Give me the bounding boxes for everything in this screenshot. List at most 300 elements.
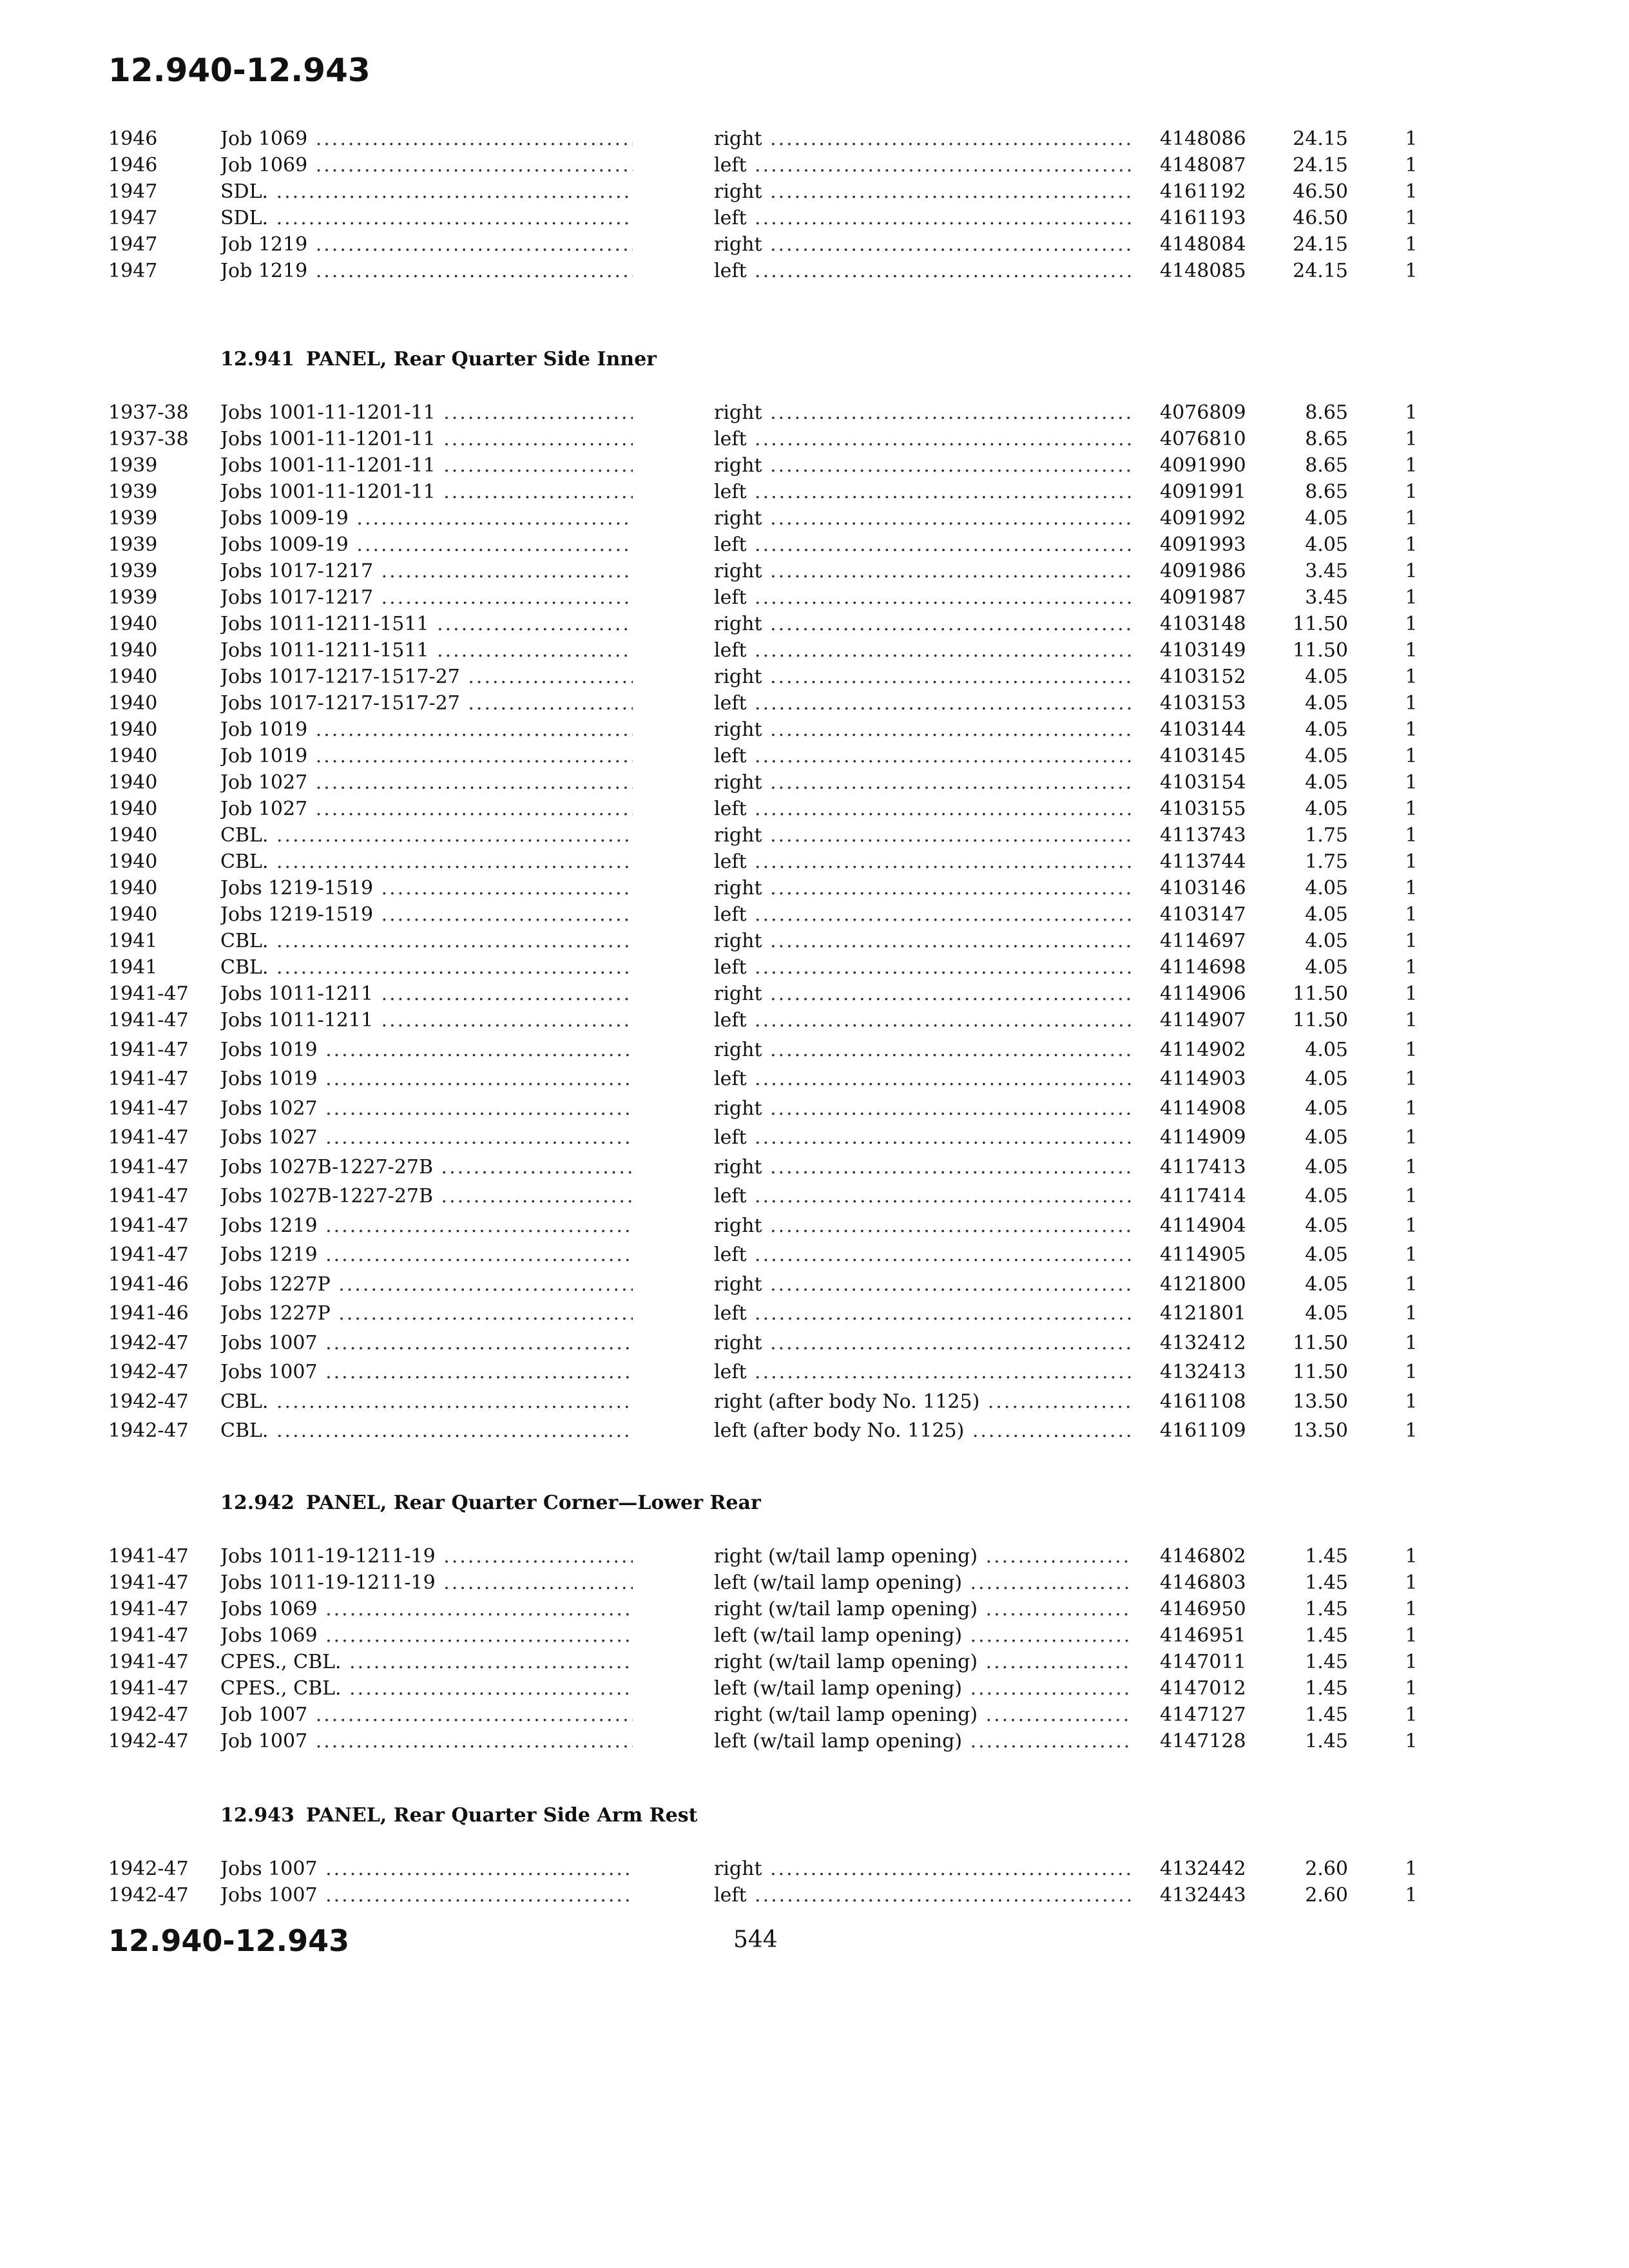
table-row	[0, 1675, 1629, 1702]
price-cell: 4.05	[1305, 1273, 1348, 1296]
table-row	[0, 1124, 1629, 1151]
description-cell: Jobs 1219 .....	[220, 1242, 633, 1268]
table-row	[0, 1570, 1629, 1596]
part-number-cell: 4091992	[1160, 507, 1246, 530]
part-number-cell: 4147011	[1160, 1651, 1246, 1673]
part-number-cell: 4103155	[1160, 798, 1246, 820]
table-row	[0, 664, 1629, 690]
description-cell: Job 1219 .....	[220, 231, 633, 258]
table-row	[0, 981, 1629, 1007]
quantity-cell: 1	[1405, 481, 1418, 503]
side-cell: left (w/tail lamp opening) .....	[714, 1675, 1133, 1702]
description-cell: Jobs 1027B-1227-27B .....	[220, 1154, 633, 1180]
year-cell: 1941-47	[108, 1155, 189, 1178]
quantity-cell: 1	[1405, 1068, 1418, 1090]
part-number-cell: 4091990	[1160, 454, 1246, 477]
side-cell: left .....	[714, 1066, 1133, 1092]
part-number-cell: 4103154	[1160, 771, 1246, 794]
quantity-cell: 1	[1405, 1097, 1418, 1120]
year-cell: 1942-47	[108, 1884, 189, 1907]
price-cell: 4.05	[1305, 877, 1348, 899]
quantity-cell: 1	[1405, 1126, 1418, 1149]
side-cell: left .....	[714, 901, 1133, 928]
side-cell: left .....	[714, 1242, 1133, 1268]
quantity-cell: 1	[1405, 1730, 1418, 1753]
part-number-cell: 4148086	[1160, 128, 1246, 150]
price-cell: 4.05	[1305, 956, 1348, 979]
part-number-cell: 4114902	[1160, 1038, 1246, 1061]
description-cell: Jobs 1001-11-1201-11 .....	[220, 426, 633, 452]
side-cell: right .....	[714, 769, 1133, 796]
part-number-cell: 4114907	[1160, 1009, 1246, 1032]
description-cell: Jobs 1001-11-1201-11 .....	[220, 479, 633, 505]
table-row	[0, 1622, 1629, 1649]
year-cell: 1942-47	[108, 1704, 189, 1726]
description-cell: Jobs 1219-1519 .....	[220, 901, 633, 928]
year-cell: 1940	[108, 639, 158, 662]
quantity-cell: 1	[1405, 1331, 1418, 1354]
year-cell: 1940	[108, 903, 158, 926]
price-cell: 4.05	[1305, 903, 1348, 926]
table-row	[0, 796, 1629, 822]
side-cell: left .....	[714, 258, 1133, 284]
price-cell: 4.05	[1305, 533, 1348, 556]
table-row	[0, 178, 1629, 205]
part-number-cell: 4146802	[1160, 1545, 1246, 1568]
year-cell: 1941-46	[108, 1273, 189, 1296]
description-cell: Jobs 1007 .....	[220, 1330, 633, 1356]
description-cell: Jobs 1069 .....	[220, 1596, 633, 1622]
price-cell: 8.65	[1305, 401, 1348, 424]
quantity-cell: 1	[1405, 1185, 1418, 1207]
year-cell: 1940	[108, 745, 158, 767]
table-row	[0, 1702, 1629, 1728]
side-cell: left .....	[714, 690, 1133, 716]
price-cell: 4.05	[1305, 692, 1348, 715]
price-cell: 4.05	[1305, 1302, 1348, 1325]
year-cell: 1939	[108, 586, 158, 609]
quantity-cell: 1	[1405, 1858, 1418, 1880]
side-cell: right .....	[714, 231, 1133, 258]
quantity-cell: 1	[1405, 1009, 1418, 1032]
description-cell: Job 1019 .....	[220, 743, 633, 769]
description-cell: Job 1069 .....	[220, 152, 633, 178]
side-cell: left .....	[714, 743, 1133, 769]
quantity-cell: 1	[1405, 1651, 1418, 1673]
price-cell: 4.05	[1305, 745, 1348, 767]
table-row	[0, 231, 1629, 258]
description-cell: Jobs 1001-11-1201-11 .....	[220, 399, 633, 426]
side-cell: right .....	[714, 558, 1133, 584]
description-cell: Jobs 1017-1217 .....	[220, 584, 633, 611]
description-cell: SDL. .....	[220, 205, 633, 231]
table-row	[0, 1596, 1629, 1622]
description-cell: Jobs 1227P .....	[220, 1271, 633, 1298]
year-cell: 1939	[108, 507, 158, 530]
part-number-cell: 4113744	[1160, 850, 1246, 873]
price-cell: 4.05	[1305, 771, 1348, 794]
price-cell: 11.50	[1293, 1331, 1348, 1354]
price-cell: 2.60	[1305, 1858, 1348, 1880]
side-cell: left .....	[714, 1007, 1133, 1033]
side-cell: right .....	[714, 1095, 1133, 1122]
description-cell: Job 1069 .....	[220, 126, 633, 152]
quantity-cell: 1	[1405, 983, 1418, 1005]
year-cell: 1941-47	[108, 1068, 189, 1090]
year-cell: 1942-47	[108, 1331, 189, 1354]
part-number-cell: 4103144	[1160, 718, 1246, 741]
part-number-cell: 4103146	[1160, 877, 1246, 899]
year-cell: 1942-47	[108, 1419, 189, 1442]
year-cell: 1947	[108, 207, 158, 229]
description-cell: Job 1027 .....	[220, 769, 633, 796]
quantity-cell: 1	[1405, 533, 1418, 556]
price-cell: 11.50	[1293, 983, 1348, 1005]
year-cell: 1937-38	[108, 401, 189, 424]
quantity-cell: 1	[1405, 260, 1418, 282]
part-number-cell: 4114697	[1160, 930, 1246, 952]
year-cell: 1940	[108, 824, 158, 847]
quantity-cell: 1	[1405, 507, 1418, 530]
year-cell: 1941-47	[108, 983, 189, 1005]
quantity-cell: 1	[1405, 956, 1418, 979]
year-cell: 1940	[108, 850, 158, 873]
quantity-cell: 1	[1405, 454, 1418, 477]
quantity-cell: 1	[1405, 903, 1418, 926]
quantity-cell: 1	[1405, 1545, 1418, 1568]
quantity-cell: 1	[1405, 666, 1418, 688]
quantity-cell: 1	[1405, 613, 1418, 635]
table-row	[0, 849, 1629, 875]
price-cell: 1.45	[1305, 1677, 1348, 1700]
part-number-cell: 4161192	[1160, 180, 1246, 203]
side-cell: left .....	[714, 1183, 1133, 1209]
year-cell: 1939	[108, 533, 158, 556]
price-cell: 13.50	[1293, 1419, 1348, 1442]
part-number-cell: 4146803	[1160, 1571, 1246, 1594]
description-cell: Jobs 1007 .....	[220, 1359, 633, 1385]
table-row	[0, 399, 1629, 426]
description-cell: Jobs 1007 .....	[220, 1856, 633, 1882]
part-number-cell: 4091991	[1160, 481, 1246, 503]
year-cell: 1940	[108, 718, 158, 741]
part-number-cell: 4076810	[1160, 428, 1246, 450]
price-cell: 4.05	[1305, 1155, 1348, 1178]
price-cell: 3.45	[1305, 586, 1348, 609]
description-cell: Jobs 1019 .....	[220, 1037, 633, 1063]
year-cell: 1941-47	[108, 1185, 189, 1207]
description-cell: Jobs 1027 .....	[220, 1124, 633, 1151]
price-cell: 8.65	[1305, 481, 1348, 503]
side-cell: left .....	[714, 1300, 1133, 1327]
price-cell: 46.50	[1293, 207, 1348, 229]
part-number-cell: 4117413	[1160, 1155, 1246, 1178]
quantity-cell: 1	[1405, 1038, 1418, 1061]
side-cell: right (w/tail lamp opening) .....	[714, 1596, 1133, 1622]
side-cell: right .....	[714, 716, 1133, 743]
table-row	[0, 584, 1629, 611]
price-cell: 4.05	[1305, 1126, 1348, 1149]
description-cell: CPES., CBL. .....	[220, 1675, 633, 1702]
section-heading: PANEL, Rear Quarter Corner—Lower Rear	[305, 1492, 761, 1514]
part-number-cell: 4114908	[1160, 1097, 1246, 1120]
part-number-cell: 4103147	[1160, 903, 1246, 926]
table-row	[0, 769, 1629, 796]
table-row	[0, 205, 1629, 231]
year-cell: 1942-47	[108, 1730, 189, 1753]
description-cell: SDL. .....	[220, 178, 633, 205]
part-number-cell: 4121801	[1160, 1302, 1246, 1325]
year-cell: 1941-47	[108, 1677, 189, 1700]
description-cell: Jobs 1069 .....	[220, 1622, 633, 1649]
year-cell: 1940	[108, 798, 158, 820]
price-cell: 4.05	[1305, 1097, 1348, 1120]
year-cell: 1940	[108, 877, 158, 899]
year-cell: 1940	[108, 692, 158, 715]
side-cell: right .....	[714, 452, 1133, 479]
table-row	[0, 1271, 1629, 1298]
price-cell: 1.75	[1305, 824, 1348, 847]
description-cell: CPES., CBL. .....	[220, 1649, 633, 1675]
table-row	[0, 558, 1629, 584]
year-cell: 1941	[108, 930, 158, 952]
description-cell: CBL. .....	[220, 954, 633, 981]
description-cell: Jobs 1017-1217-1517-27 .....	[220, 690, 633, 716]
side-cell: right .....	[714, 1856, 1133, 1882]
table-row	[0, 954, 1629, 981]
part-number-cell: 4103145	[1160, 745, 1246, 767]
part-number-cell: 4161193	[1160, 207, 1246, 229]
table-row	[0, 1066, 1629, 1092]
part-number-cell: 4161109	[1160, 1419, 1246, 1442]
table-row	[0, 1330, 1629, 1356]
description-cell: Jobs 1011-1211-1511 .....	[220, 611, 633, 637]
quantity-cell: 1	[1405, 1390, 1418, 1413]
quantity-cell: 1	[1405, 401, 1418, 424]
side-cell: right .....	[714, 1330, 1133, 1356]
description-cell: Jobs 1219 .....	[220, 1213, 633, 1239]
section-heading: PANEL, Rear Quarter Side Arm Rest	[305, 1804, 698, 1827]
side-cell: right .....	[714, 981, 1133, 1007]
page-footer-range: 12.940-12.943	[108, 1923, 350, 1958]
table-row	[0, 1359, 1629, 1385]
year-cell: 1939	[108, 454, 158, 477]
description-cell: Jobs 1019 .....	[220, 1066, 633, 1092]
quantity-cell: 1	[1405, 1244, 1418, 1266]
description-cell: Job 1219 .....	[220, 258, 633, 284]
side-cell: left .....	[714, 849, 1133, 875]
price-cell: 11.50	[1293, 1009, 1348, 1032]
side-cell: left .....	[714, 205, 1133, 231]
price-cell: 8.65	[1305, 428, 1348, 450]
description-cell: Jobs 1011-19-1211-19 .....	[220, 1570, 633, 1596]
table-row	[0, 532, 1629, 558]
side-cell: right .....	[714, 822, 1133, 849]
side-cell: right .....	[714, 1271, 1133, 1298]
part-number-cell: 4114909	[1160, 1126, 1246, 1149]
side-cell: right .....	[714, 399, 1133, 426]
year-cell: 1941-47	[108, 1651, 189, 1673]
side-cell: right (w/tail lamp opening) .....	[714, 1649, 1133, 1675]
price-cell: 4.05	[1305, 507, 1348, 530]
table-row	[0, 1183, 1629, 1209]
price-cell: 4.05	[1305, 1244, 1348, 1266]
side-cell: left .....	[714, 1882, 1133, 1908]
price-cell: 4.05	[1305, 1068, 1348, 1090]
quantity-cell: 1	[1405, 428, 1418, 450]
year-cell: 1941-47	[108, 1097, 189, 1120]
description-cell: Jobs 1007 .....	[220, 1882, 633, 1908]
quantity-cell: 1	[1405, 1361, 1418, 1383]
part-number-cell: 4114904	[1160, 1214, 1246, 1237]
year-cell: 1941-47	[108, 1545, 189, 1568]
year-cell: 1942-47	[108, 1858, 189, 1880]
section-number: 12.941	[220, 348, 294, 370]
table-row	[0, 1213, 1629, 1239]
table-row	[0, 875, 1629, 901]
quantity-cell: 1	[1405, 1598, 1418, 1620]
side-cell: right .....	[714, 1037, 1133, 1063]
quantity-cell: 1	[1405, 1419, 1418, 1442]
year-cell: 1941	[108, 956, 158, 979]
table-row	[0, 426, 1629, 452]
table-row	[0, 611, 1629, 637]
quantity-cell: 1	[1405, 930, 1418, 952]
year-cell: 1941-47	[108, 1624, 189, 1647]
description-cell: Jobs 1027B-1227-27B .....	[220, 1183, 633, 1209]
price-cell: 4.05	[1305, 1038, 1348, 1061]
year-cell: 1940	[108, 613, 158, 635]
description-cell: Jobs 1017-1217 .....	[220, 558, 633, 584]
table-row	[0, 479, 1629, 505]
description-cell: Jobs 1027 .....	[220, 1095, 633, 1122]
section-title	[220, 1804, 697, 1827]
quantity-cell: 1	[1405, 128, 1418, 150]
year-cell: 1946	[108, 154, 158, 177]
year-cell: 1941-47	[108, 1244, 189, 1266]
price-cell: 1.45	[1305, 1704, 1348, 1726]
description-cell: Job 1019 .....	[220, 716, 633, 743]
quantity-cell: 1	[1405, 154, 1418, 177]
quantity-cell: 1	[1405, 1884, 1418, 1907]
description-cell: Jobs 1011-1211 .....	[220, 1007, 633, 1033]
year-cell: 1941-47	[108, 1038, 189, 1061]
price-cell: 3.45	[1305, 560, 1348, 582]
year-cell: 1942-47	[108, 1390, 189, 1413]
quantity-cell: 1	[1405, 798, 1418, 820]
side-cell: left .....	[714, 584, 1133, 611]
quantity-cell: 1	[1405, 1677, 1418, 1700]
part-number-cell: 4147127	[1160, 1704, 1246, 1726]
table-row	[0, 1095, 1629, 1122]
part-number-cell: 4114903	[1160, 1068, 1246, 1090]
table-row	[0, 1649, 1629, 1675]
quantity-cell: 1	[1405, 1704, 1418, 1726]
price-cell: 4.05	[1305, 1214, 1348, 1237]
description-cell: Job 1027 .....	[220, 796, 633, 822]
year-cell: 1942-47	[108, 1361, 189, 1383]
year-cell: 1939	[108, 560, 158, 582]
part-number-cell: 4117414	[1160, 1185, 1246, 1207]
side-cell: right (after body No. 1125) .....	[714, 1389, 1133, 1415]
side-cell: left .....	[714, 426, 1133, 452]
part-number-cell: 4161108	[1160, 1390, 1246, 1413]
table-row	[0, 1856, 1629, 1882]
side-cell: left (w/tail lamp opening) .....	[714, 1570, 1133, 1596]
year-cell: 1941-47	[108, 1126, 189, 1149]
year-cell: 1947	[108, 260, 158, 282]
table-row	[0, 1242, 1629, 1268]
part-number-cell: 4091986	[1160, 560, 1246, 582]
price-cell: 24.15	[1293, 260, 1348, 282]
side-cell: right .....	[714, 928, 1133, 954]
side-cell: left (w/tail lamp opening) .....	[714, 1728, 1133, 1754]
section-title	[220, 1492, 761, 1514]
description-cell: CBL. .....	[220, 1389, 633, 1415]
side-cell: left .....	[714, 1124, 1133, 1151]
side-cell: left .....	[714, 532, 1133, 558]
section-number: 12.943	[220, 1804, 294, 1827]
side-cell: right (w/tail lamp opening) .....	[714, 1543, 1133, 1570]
table-row	[0, 258, 1629, 284]
section-number: 12.942	[220, 1492, 294, 1514]
description-cell: CBL. .....	[220, 928, 633, 954]
part-number-cell: 4146950	[1160, 1598, 1246, 1620]
part-number-cell: 4114698	[1160, 956, 1246, 979]
table-row	[0, 743, 1629, 769]
price-cell: 24.15	[1293, 154, 1348, 177]
year-cell: 1940	[108, 771, 158, 794]
description-cell: Jobs 1009-19 .....	[220, 532, 633, 558]
quantity-cell: 1	[1405, 639, 1418, 662]
price-cell: 1.75	[1305, 850, 1348, 873]
table-row	[0, 152, 1629, 178]
price-cell: 4.05	[1305, 718, 1348, 741]
quantity-cell: 1	[1405, 1624, 1418, 1647]
side-cell: left .....	[714, 796, 1133, 822]
part-number-cell: 4147012	[1160, 1677, 1246, 1700]
year-cell: 1941-47	[108, 1598, 189, 1620]
table-row	[0, 126, 1629, 152]
part-number-cell: 4132412	[1160, 1331, 1246, 1354]
quantity-cell: 1	[1405, 1155, 1418, 1178]
quantity-cell: 1	[1405, 1302, 1418, 1325]
quantity-cell: 1	[1405, 586, 1418, 609]
description-cell: Jobs 1011-19-1211-19 .....	[220, 1543, 633, 1570]
side-cell: right (w/tail lamp opening) .....	[714, 1702, 1133, 1728]
description-cell: CBL. .....	[220, 849, 633, 875]
year-cell: 1940	[108, 666, 158, 688]
quantity-cell: 1	[1405, 877, 1418, 899]
part-number-cell: 4103152	[1160, 666, 1246, 688]
table-row	[0, 690, 1629, 716]
quantity-cell: 1	[1405, 560, 1418, 582]
side-cell: left .....	[714, 1359, 1133, 1385]
table-row	[0, 1037, 1629, 1063]
side-cell: right .....	[714, 664, 1133, 690]
part-number-cell: 4114906	[1160, 983, 1246, 1005]
page-header-range: 12.940-12.943	[108, 52, 371, 89]
quantity-cell: 1	[1405, 824, 1418, 847]
description-cell: Jobs 1227P .....	[220, 1300, 633, 1327]
description-cell: Jobs 1009-19 .....	[220, 505, 633, 532]
table-row	[0, 901, 1629, 928]
table-row	[0, 1418, 1629, 1444]
price-cell: 11.50	[1293, 639, 1348, 662]
quantity-cell: 1	[1405, 207, 1418, 229]
price-cell: 8.65	[1305, 454, 1348, 477]
quantity-cell: 1	[1405, 718, 1418, 741]
